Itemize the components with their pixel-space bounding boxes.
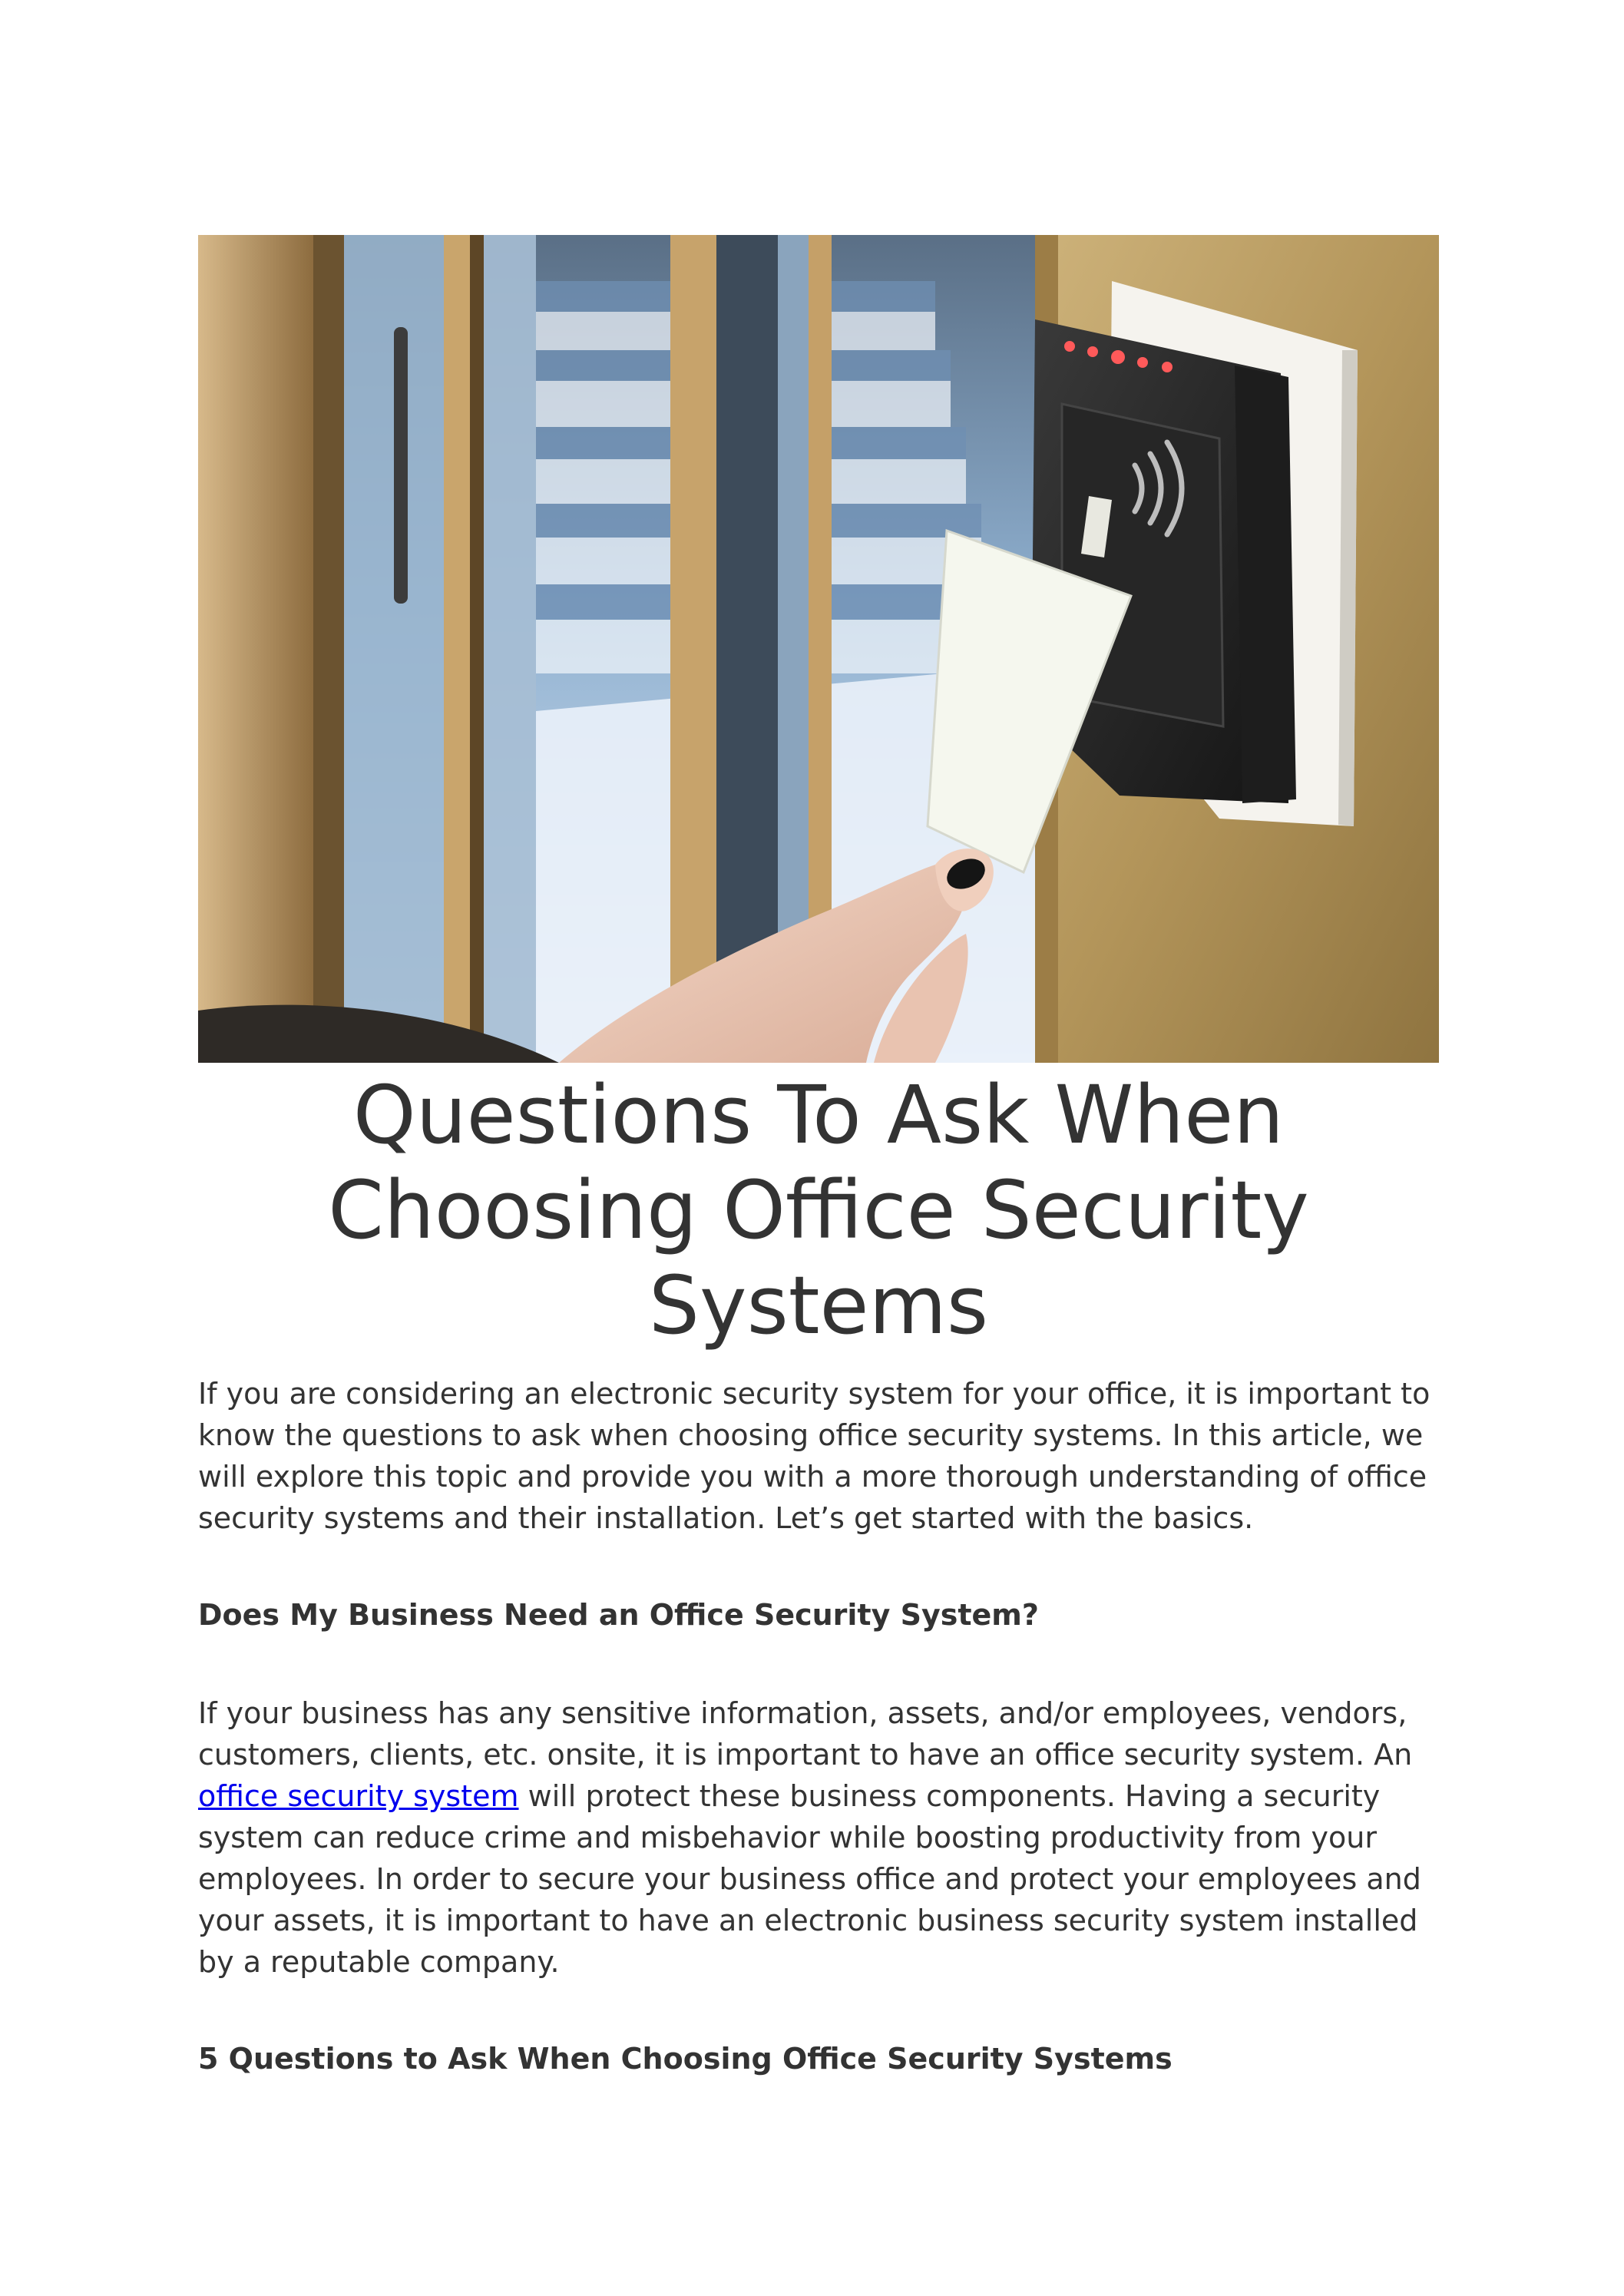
page-title: Questions To Ask When Choosing Office Security Systems xyxy=(328,1068,1309,1352)
intro-paragraph: If you are considering an electronic security system for your office, it is important to know the questions to ask when choosing office security systems. In this article, we will explore this topic and provide you with a more thorough understanding of office security systems and their installation. Let’s get started with the basics. xyxy=(198,1377,1431,1535)
card-reader-illustration xyxy=(198,235,1439,1063)
need-system-paragraph xyxy=(198,1692,1439,1983)
article xyxy=(198,235,1439,2079)
paragraph-text-before-link: If your business has any sensitive information, assets, and/or employees, vendors, customers, clients, etc. onsite, it is important to have an office security system. An xyxy=(198,1696,1413,1772)
section-heading-need-system: Does My Business Need an Office Security System? xyxy=(198,1598,1039,1632)
section-heading-five-questions: 5 Questions to Ask When Choosing Office Security Systems xyxy=(198,2042,1173,2076)
hero-image xyxy=(198,235,1439,1063)
office-security-system-link[interactable]: office security system xyxy=(198,1779,519,1813)
paragraph-text-after-link: will protect these business components. Having a security system can reduce crime and misbehavior while boosting productivity from your employees. In order to secure your business office and protect your employees and your assets, it is important to have an electronic business security system installed by a reputable company. xyxy=(198,1779,1421,1979)
